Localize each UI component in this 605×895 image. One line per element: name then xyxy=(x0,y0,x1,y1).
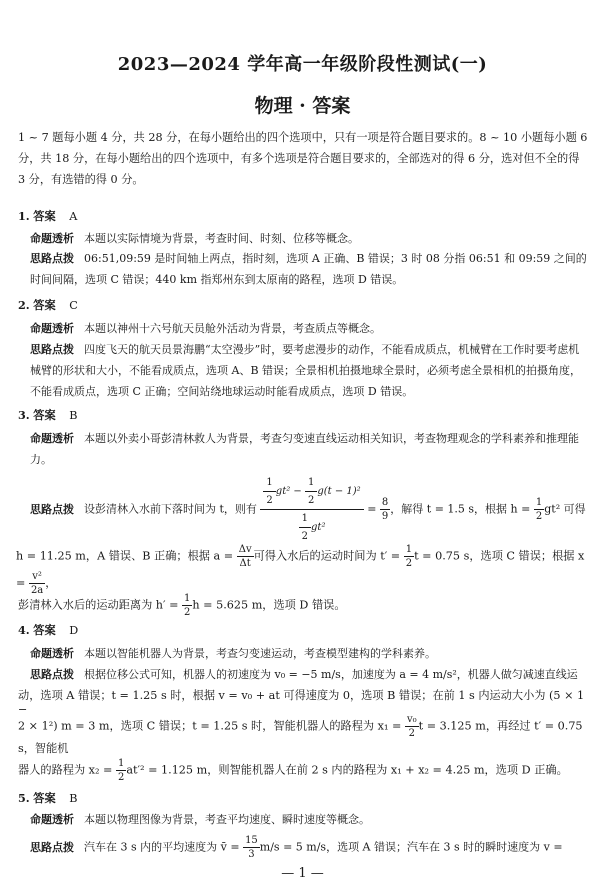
analysis-label: 命题透析 xyxy=(30,432,74,445)
answer-label: 答案 xyxy=(33,408,56,422)
question-5-answer xyxy=(18,790,588,806)
v2-over-2a: $\frac{\text{v²}}{2a}$ xyxy=(30,571,44,596)
ratio-numerator: $\frac{1}{2}$ gt² − $\frac{1}{2}$ g(t − 1)² xyxy=(260,476,363,510)
answer-label: 答案 xyxy=(33,298,56,312)
hint-label: 思路点拨 xyxy=(30,343,74,356)
analysis-text: 本题以物理图像为背景，考查平均速度、瞬时速度等概念。 xyxy=(84,813,370,826)
hint-text: 设彭清林入水前下落时间为 t，则有 xyxy=(84,502,257,516)
hint-label: 思路点拨 xyxy=(30,252,74,265)
answer-value: A xyxy=(69,210,78,223)
question-number: 3. xyxy=(18,408,30,422)
analysis-text: 本题以智能机器人为背景，考查匀变速运动，考查模型建构的学科素养。 xyxy=(84,647,436,660)
ratio-denominator: $\frac{1}{2}$ gt² xyxy=(260,510,363,543)
answer-value: B xyxy=(69,409,78,422)
question-number: 4. xyxy=(18,623,30,637)
question-1-answer xyxy=(18,208,588,224)
page-title: 2023—2024 学年高一年级阶段性测试(一) xyxy=(117,54,488,75)
question-1-analysis xyxy=(30,228,588,249)
v0-over-2: $\frac{\text{v₀}}{2}$ xyxy=(406,714,417,739)
analysis-label: 命题透析 xyxy=(30,813,74,826)
question-3-answer xyxy=(18,407,588,423)
question-2-answer xyxy=(18,297,588,313)
half-fraction: $\frac{1}{2}$ xyxy=(535,497,543,522)
answer-label: 答案 xyxy=(33,791,56,805)
question-2-hint xyxy=(30,339,588,402)
question-number: 5. xyxy=(18,791,30,805)
hint-text: 四度飞天的航天员景海鹏“太空漫步”时，要考虑漫步的动作，不能看成质点，机械臂在工作时要考虑机械臂的形状和大小，不能看成质点，选项 A、B 错误；全景相机拍摄地球全景时，必须考虑全景相机的拍摄角度，不能看成质点，选项 C 正确；空间站绕地球运动时能看成质点，选项 D 错误。 xyxy=(30,343,582,398)
question-4-hint-line-2: 动，选项 A 错误；t = 1.25 s 时，根据 v = v₀ + at 可得速度为 0，选项 B 错误；在前 1 s 内运动大小为 (5 × 1 − xyxy=(18,689,585,716)
answer-value: C xyxy=(69,299,78,312)
question-3-hint-line-2: h = 11.25 m，A 错误、B 正确；根据 a = $\frac{\Delta v}{\Delta t}$ 可得入水后的运动时间为 t′ = $\frac{1}{2}$ t = 0.75 s，选项 C 错误；根据 x = $\frac{\text{v²}}{2a}$ ， xyxy=(16,544,585,596)
half-fraction: $\frac{1}{2}$ xyxy=(405,544,413,569)
scoring-instructions: 1 ~ 7 题每小题 4 分，共 28 分，在每小题给出的四个选项中，只有一项是符合题目要求的。8 ~ 10 小题每小题 6 分，共 18 分，在每小题给出的四个选项中，有多个选项是符合题目要求的，全部选对的得 6 分，选对但不全的得 3 分，有选错的得 0 分。 xyxy=(18,131,588,186)
question-3-hint-line-1: 思路点拨 设彭清林入水前下落时间为 t，则有 $\frac{1}{2}$ gt² − $\frac{1}{2}$ g(t − 1)² $\frac{1}{2}$ gt² = $\frac{8}{9}$ ，解得 t = 1.5 s，根据 h = $\frac{1}{2}$ gt² 可得 xyxy=(30,477,586,542)
accel-fraction: $\frac{\Delta v}{\Delta t}$ xyxy=(238,544,252,569)
question-3-hint-line-3: 彭清林入水后的运动距离为 h′ = $\frac{1}{2}$ h = 5.625 m，选项 D 错误。 xyxy=(18,593,346,618)
question-number: 1. xyxy=(18,209,30,223)
question-5-analysis xyxy=(30,809,588,830)
page-subtitle: 物理 · 答案 xyxy=(254,95,351,117)
analysis-text: 本题以实际情境为背景，考查时间、时刻、位移等概念。 xyxy=(84,232,359,245)
analysis-label: 命题透析 xyxy=(30,322,74,335)
avg-speed-fraction: $\frac{15}{3}$ xyxy=(245,835,258,860)
question-2-analysis xyxy=(30,318,588,339)
page-number: — 1 — xyxy=(281,866,324,881)
hint-label: 思路点拨 xyxy=(30,668,74,681)
hint-label: 思路点拨 xyxy=(30,502,74,516)
question-1-hint xyxy=(30,248,588,290)
hint-text: 06:51,09:59 是时间轴上两点，指时刻，选项 A 正确、B 错误；3 时 08 分指 06:51 和 09:59 之间的时间间隔，选项 C 错误；440 km 指郑州东到太原南的路程，选项 D 错误。 xyxy=(30,252,587,286)
analysis-text: 本题以外卖小哥彭清林救人为背景，考查匀变速直线运动相关知识，考查物理观念的学科素养和推理能力。 xyxy=(30,432,579,466)
analysis-text: 本题以神州十六号航天员舱外活动为背景，考查质点等概念。 xyxy=(84,322,381,335)
question-4-analysis xyxy=(30,643,588,664)
question-4-hint-line-1: 思路点拨 根据位移公式可知，机器人的初速度为 v₀ = −5 m/s，加速度为 a = 4 m/s²，机器人做匀减速直线运 xyxy=(30,668,578,681)
half-fraction: $\frac{1}{2}$ xyxy=(117,758,125,783)
analysis-label: 命题透析 xyxy=(30,647,74,660)
question-number: 2. xyxy=(18,298,30,312)
answer-value: B xyxy=(69,792,78,805)
question-4-hint-line-3: 2 × 1²) m = 3 m，选项 C 错误；t = 1.25 s 时，智能机器人的路程为 x₁ = $\frac{\text{v₀}}{2}$ t = 3.125 m，再经过 t′ = 0.75 s，智能机 xyxy=(18,714,583,755)
question-4-hint-line-4: 器人的路程为 x₂ = $\frac{1}{2}$ at′² = 1.125 m，则智能机器人在前 2 s 内的路程为 x₁ + x₂ = 4.25 m，选项 D 正确。 xyxy=(18,758,568,783)
question-5-hint: 思路点拨 汽车在 3 s 内的平均速度为 v̄ = $\frac{15}{3}$ m/s = 5 m/s，选项 A 错误；汽车在 3 s 时的瞬时速度为 v = xyxy=(30,835,563,860)
answer-label: 答案 xyxy=(33,209,56,223)
eight-ninths: $\frac{8}{9}$ xyxy=(381,497,389,522)
ratio-fraction xyxy=(260,476,363,543)
answer-value: D xyxy=(69,624,79,637)
question-4-answer xyxy=(18,622,588,638)
half-fraction: $\frac{1}{2}$ xyxy=(184,593,191,618)
question-3-analysis xyxy=(30,428,588,470)
hint-label: 思路点拨 xyxy=(30,840,74,854)
analysis-label: 命题透析 xyxy=(30,232,74,245)
answer-label: 答案 xyxy=(33,623,56,637)
